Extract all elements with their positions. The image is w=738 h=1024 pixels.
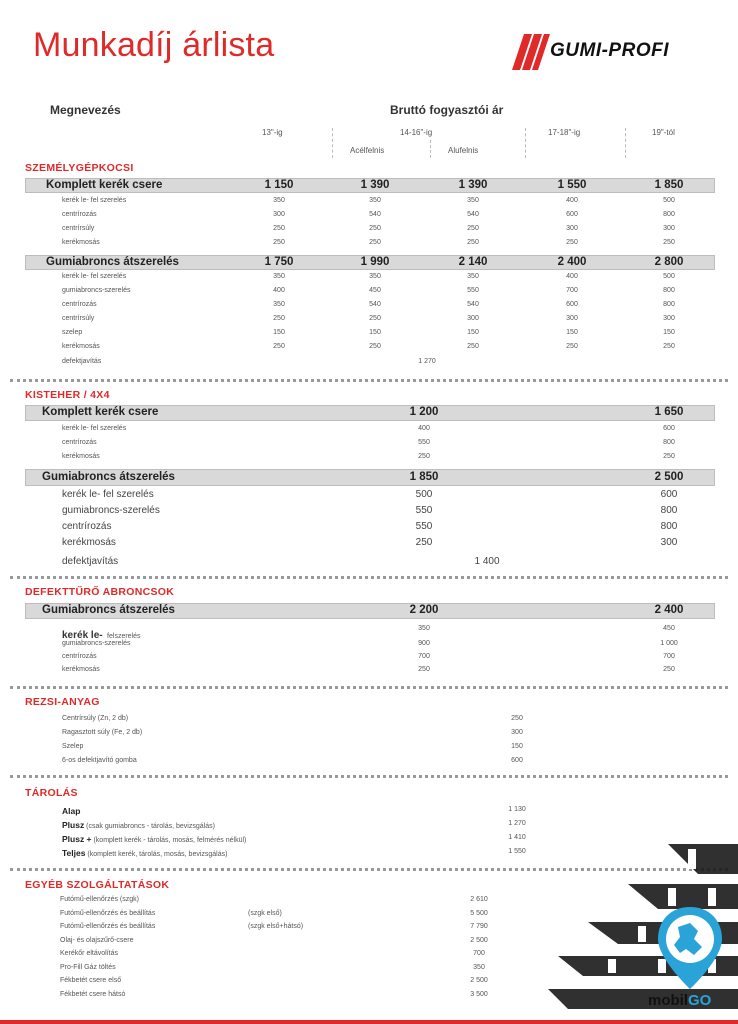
item-label: gumiabroncs-szerelés xyxy=(62,640,131,647)
price: 250 xyxy=(663,666,675,673)
price: 300 xyxy=(660,537,678,548)
price: 350 xyxy=(473,963,485,971)
price: 5 500 xyxy=(470,909,488,917)
item-label xyxy=(62,806,80,816)
price: 550 xyxy=(415,521,433,532)
group-label: Komplett kerék csere xyxy=(46,179,163,191)
logo-mark-icon xyxy=(510,30,552,72)
price: 500 xyxy=(663,197,675,204)
item-label: Ragasztott súly (Fe, 2 db) xyxy=(62,729,143,736)
section-divider xyxy=(10,379,728,382)
price: 800 xyxy=(660,505,678,516)
price: 1 200 xyxy=(409,406,439,418)
price: 250 xyxy=(663,453,675,460)
divider xyxy=(625,128,626,158)
price: 7 790 xyxy=(470,923,488,930)
item-label: defektjavítás xyxy=(62,556,119,567)
price: 250 xyxy=(566,343,578,350)
price: 150 xyxy=(273,329,285,336)
price: 350 xyxy=(273,301,285,308)
item-label-bold: Plusz xyxy=(62,820,85,830)
section-divider xyxy=(10,576,728,579)
price: 250 xyxy=(566,239,578,246)
price: 250 xyxy=(418,666,430,673)
item-label xyxy=(62,848,227,858)
item-label: kerékmosás xyxy=(62,666,100,673)
price: 700 xyxy=(566,287,578,294)
price: 550 xyxy=(467,287,479,294)
item-label: centrírozás xyxy=(62,521,112,532)
mobilgo-text: mobilGO xyxy=(648,992,712,1009)
item-label: Kerékőr eltávolítás xyxy=(60,950,118,957)
price: 150 xyxy=(369,329,381,336)
item-label: Olaj- és olajszűrő-csere xyxy=(60,936,134,944)
price: 700 xyxy=(663,653,675,660)
section-title-defekt: DEFEKTTŰRŐ ABRONCSOK xyxy=(25,586,175,598)
item-note: (szgk első+hátsó) xyxy=(248,923,304,930)
section-title-kisteher: KISTEHER / 4X4 xyxy=(25,389,110,401)
group-label: Gumiabroncs átszerelés xyxy=(42,471,175,483)
item-label-rest: (komplett kerék - tárolás, mosás, felmérés nélkül) xyxy=(91,837,247,844)
price: 1 850 xyxy=(409,471,439,483)
price: 450 xyxy=(369,287,381,294)
item-note: (szgk első) xyxy=(248,909,282,917)
item-label: szelep xyxy=(62,329,83,336)
price: 1 650 xyxy=(654,406,684,418)
item-label: kerékmosás xyxy=(62,239,100,246)
item-label-bold: Plusz + xyxy=(62,834,92,844)
col-19: 19"-tól xyxy=(652,128,675,137)
item-label: kerékmosás xyxy=(62,453,100,460)
price: 1 270 xyxy=(508,820,526,827)
item-label: centrírsúly xyxy=(62,225,95,232)
price: 150 xyxy=(566,329,578,336)
price: 300 xyxy=(566,315,578,322)
price: 540 xyxy=(467,211,479,218)
price: 250 xyxy=(467,225,479,232)
price: 250 xyxy=(273,315,285,322)
footer-line xyxy=(0,1020,738,1024)
price: 540 xyxy=(467,301,479,308)
price: 600 xyxy=(566,301,578,308)
item-label: centrírozás xyxy=(62,301,97,308)
price: 350 xyxy=(467,273,479,280)
price: 150 xyxy=(663,329,675,336)
item-label: gumiabroncs-szerelés xyxy=(62,505,160,516)
col-13: 13"-ig xyxy=(262,128,283,137)
price: 2 400 xyxy=(557,256,587,268)
item-label: kerékmosás xyxy=(62,537,116,548)
price: 1 130 xyxy=(508,806,526,813)
price: 550 xyxy=(418,439,430,446)
item-label: kerékmosás xyxy=(62,343,100,350)
item-label: kerék le- fel szerelés xyxy=(62,425,127,432)
section-divider xyxy=(10,775,728,778)
item-label: Futómű-ellenőrzés (szgk) xyxy=(60,896,139,903)
price: 300 xyxy=(273,211,285,218)
item-label: defektjavítás xyxy=(62,358,102,365)
price: 250 xyxy=(467,239,479,246)
item-label: Szelep xyxy=(62,743,84,750)
price: 350 xyxy=(369,197,381,204)
price: 250 xyxy=(663,239,675,246)
price: 400 xyxy=(566,273,578,280)
price: 1 390 xyxy=(458,179,488,191)
group-label: Gumiabroncs átszerelés xyxy=(42,604,175,616)
price: 1 990 xyxy=(360,256,390,268)
price: 1 150 xyxy=(264,179,294,191)
price: 3 500 xyxy=(470,990,488,998)
price: 250 xyxy=(273,239,285,246)
section-title-tarolas: TÁROLÁS xyxy=(25,787,78,799)
price: 1 550 xyxy=(508,848,526,855)
price: 540 xyxy=(369,301,381,308)
price: 900 xyxy=(418,640,430,647)
item-label: Fékbetét csere hátsó xyxy=(60,990,126,998)
price: 250 xyxy=(369,239,381,246)
price: 800 xyxy=(660,521,678,532)
price: 350 xyxy=(273,197,285,204)
divider xyxy=(525,128,526,158)
item-label: kerék le- fel szerelés xyxy=(62,273,127,280)
price: 350 xyxy=(273,273,285,280)
item-label-rest: (komplett kerék, tárolás, mosás, bevizsgálás) xyxy=(85,851,228,858)
item-label: Fékbetét csere első xyxy=(60,977,122,984)
column-header-price: Bruttó fogyasztói ár xyxy=(390,103,504,117)
section-title-szemely: SZEMÉLYGÉPKOCSI xyxy=(25,162,134,174)
price: 150 xyxy=(511,743,523,750)
item-label: Pro-Fill Gáz töltés xyxy=(60,963,116,971)
price: 600 xyxy=(663,425,675,432)
price: 1 550 xyxy=(557,179,587,191)
logo-text: GUMI-PROFI xyxy=(550,40,669,61)
price: 600 xyxy=(511,757,523,764)
group-label: Komplett kerék csere xyxy=(42,406,159,418)
price: 400 xyxy=(418,425,430,432)
item-label: Futómű-ellenőrzés és beállítás xyxy=(60,923,156,930)
price: 800 xyxy=(663,439,675,446)
group-label: Gumiabroncs átszerelés xyxy=(46,256,179,268)
price: 300 xyxy=(663,225,675,232)
item-label: Futómű-ellenőrzés és beállítás xyxy=(60,909,156,917)
price: 800 xyxy=(663,287,675,294)
column-header-name: Megnevezés xyxy=(50,103,121,117)
price: 250 xyxy=(273,225,285,232)
divider xyxy=(332,128,333,158)
section-title-rezsi: REZSI-ANYAG xyxy=(25,696,100,708)
price: 400 xyxy=(566,197,578,204)
price: 250 xyxy=(273,343,285,350)
item-label: kerék le- fel szerelés xyxy=(62,489,154,500)
item-label: kerék le- felszerelés xyxy=(62,630,141,641)
divider xyxy=(430,140,431,158)
price: 350 xyxy=(418,625,430,632)
price: 550 xyxy=(415,505,433,516)
item-label: centrírozás xyxy=(62,211,97,218)
price: 300 xyxy=(467,315,479,322)
price: 350 xyxy=(369,273,381,280)
col-14-16: 14-16"-ig xyxy=(400,128,433,137)
price: 250 xyxy=(418,453,430,460)
price: 500 xyxy=(415,489,433,500)
col-alu: Alufelnis xyxy=(448,146,479,155)
price: 1 400 xyxy=(474,556,500,567)
gumi-profi-logo xyxy=(510,30,700,72)
item-label: centrírozás xyxy=(62,653,97,660)
price: 600 xyxy=(566,211,578,218)
price: 2 140 xyxy=(458,256,488,268)
price: 1 000 xyxy=(660,640,678,647)
price: 250 xyxy=(415,537,433,548)
price: 300 xyxy=(566,225,578,232)
price: 700 xyxy=(473,950,485,957)
price: 250 xyxy=(369,343,381,350)
price: 2 500 xyxy=(654,471,684,483)
price: 2 500 xyxy=(470,977,488,984)
price: 300 xyxy=(511,729,523,736)
price: 1 410 xyxy=(508,834,526,841)
section-divider xyxy=(10,686,728,689)
price: 800 xyxy=(663,301,675,308)
price: 2 800 xyxy=(654,256,684,268)
price: 1 390 xyxy=(360,179,390,191)
item-label: centrírsúly xyxy=(62,315,95,322)
item-label-bold: Alap xyxy=(62,806,81,816)
price: 300 xyxy=(663,315,675,322)
price: 1 270 xyxy=(418,358,436,365)
item-label-rest: (csak gumiabroncs - tárolás, bevizsgálás) xyxy=(84,823,215,830)
price: 800 xyxy=(663,211,675,218)
price: 1 850 xyxy=(654,179,684,191)
price: 500 xyxy=(663,273,675,280)
price: 1 750 xyxy=(264,256,294,268)
item-label: 6-os defektjavító gomba xyxy=(62,757,137,764)
item-label-bold: Teljes xyxy=(62,848,86,858)
price: 250 xyxy=(369,225,381,232)
price: 250 xyxy=(663,343,675,350)
price: 600 xyxy=(660,489,678,500)
item-label xyxy=(62,834,246,844)
col-17-18: 17-18"-ig xyxy=(548,128,581,137)
price: 350 xyxy=(467,197,479,204)
globe-pin-icon xyxy=(650,903,730,993)
item-label xyxy=(62,820,215,830)
section-title-egyeb: EGYÉB SZOLGÁLTATÁSOK xyxy=(25,879,170,891)
page-title: Munkadíj árlista xyxy=(33,26,275,64)
item-label: gumiabroncs-szerelés xyxy=(62,287,131,294)
item-label: Centrírsúly (Zn, 2 db) xyxy=(62,715,129,722)
price: 400 xyxy=(273,287,285,294)
price: 150 xyxy=(467,329,479,336)
price: 250 xyxy=(467,343,479,350)
price: 450 xyxy=(663,625,675,632)
item-label: centrírozás xyxy=(62,439,97,446)
price: 540 xyxy=(369,211,381,218)
item-label: kerék le- fel szerelés xyxy=(62,197,127,204)
price: 2 200 xyxy=(409,604,439,616)
price: 250 xyxy=(511,715,523,722)
price: 2 610 xyxy=(470,896,488,903)
price: 250 xyxy=(369,315,381,322)
price: 2 500 xyxy=(470,936,488,944)
price: 700 xyxy=(418,653,430,660)
price: 2 400 xyxy=(654,604,684,616)
col-acel: Acélfelnis xyxy=(350,146,385,155)
